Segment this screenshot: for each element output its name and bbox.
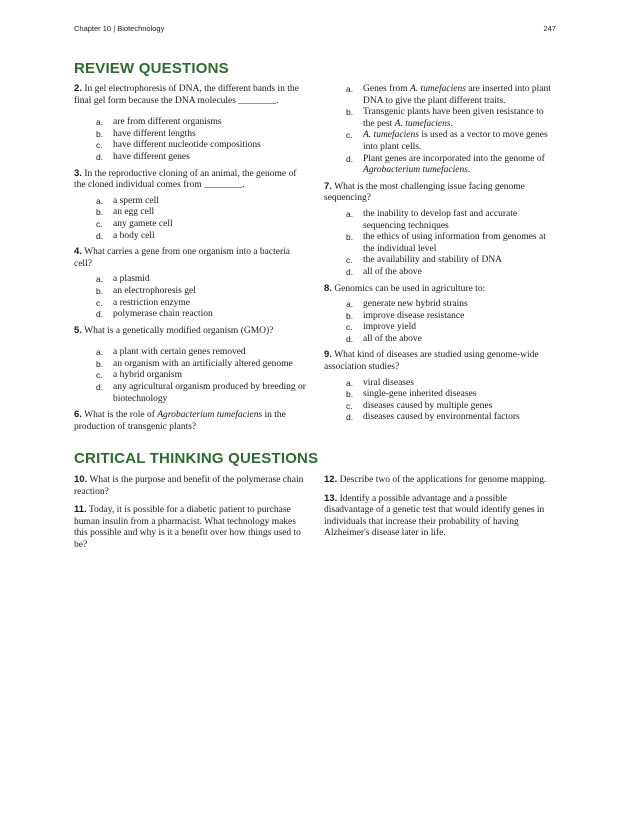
option: c. have different nucleotide compositions: [96, 140, 261, 151]
option: d. polymerase chain reaction: [96, 309, 213, 320]
option: a. the inability to develop fast and accurate sequencing techniques: [346, 208, 518, 231]
question-9: 9. What kind of diseases are studied using genome-wide association studies?: [324, 349, 539, 373]
question-7: 7. What is the most challenging issue facing genome sequencing?: [324, 180, 525, 204]
option: d. diseases caused by environmental factors: [346, 412, 520, 423]
review-left-column: [74, 83, 306, 437]
option: c. a restriction enzyme: [96, 297, 191, 308]
option: b. the ethics of using information from genomes at the individual level: [346, 232, 546, 254]
option: d. all of the above: [346, 333, 422, 344]
question-5: 5. What is a genetically modified organism (GMO)?: [74, 324, 274, 336]
option: c. improve yield: [346, 322, 417, 333]
option: c. the availability and stability of DNA: [346, 255, 503, 266]
option: c. A. tumefaciens is used as a vector to move genes into plant cells.: [346, 130, 548, 152]
option: d. any agricultural organism produced by breeding or biotechnology: [96, 382, 306, 404]
option: a. a plant with certain genes removed: [96, 347, 246, 358]
critical-thinking-heading: CRITICAL THINKING QUESTIONS: [74, 450, 319, 467]
question-9-options: [324, 378, 556, 424]
question-2: 2. In gel electrophoresis of DNA, the different bands in the final gel form because the DNA molecules ________.: [74, 83, 299, 106]
question-3: 3. In the reproductive cloning of an animal, the genome of the cloned individual comes from ________.: [74, 167, 297, 191]
option: b. have different lengths: [96, 128, 196, 139]
question-3-options: [74, 196, 306, 242]
question-4: 4. What carries a gene from one organism into a bacteria cell?: [74, 246, 290, 269]
option: b. single-gene inherited diseases: [346, 389, 477, 400]
option: a. are from different organisms: [96, 117, 222, 128]
option: b. improve disease resistance: [346, 310, 465, 321]
option: b. an organism with an artificially altered genome: [96, 358, 293, 369]
option: d. a body cell: [96, 230, 155, 241]
option: b. Transgenic plants have been given resistance to the pest A. tumefaciens.: [346, 107, 544, 129]
option: b. an electrophoresis gel: [96, 285, 196, 296]
option: d. have different genes: [96, 151, 190, 162]
option: d. all of the above: [346, 266, 422, 277]
question-4-options: [74, 274, 306, 320]
review-questions-heading: REVIEW QUESTIONS: [74, 60, 229, 77]
critical-right-column: [324, 474, 556, 546]
question-7-options: [324, 209, 556, 279]
question-8-options: [324, 299, 556, 345]
question-11: 11. Today, it is possible for a diabetic patient to purchase human insulin from a pharmacist. What technology makes this possible and why is it a benefit over how things used to be?: [74, 504, 301, 550]
option: d. Plant genes are incorporated into the genome of Agrobacterium tumefaciens.: [346, 153, 545, 176]
option: a. generate new hybrid strains: [346, 299, 468, 310]
option: c. diseases caused by multiple genes: [346, 400, 493, 411]
critical-left-column: [74, 474, 306, 558]
question-10: 10. What is the purpose and benefit of the polymerase chain reaction?: [74, 474, 304, 497]
question-2-options: [74, 117, 306, 163]
question-8: 8. Genomics can be used in agriculture to:: [324, 282, 486, 294]
option: a. viral diseases: [346, 377, 414, 388]
page-number: 247: [543, 24, 556, 33]
review-right-column: [324, 84, 556, 428]
question-6-options: [324, 84, 556, 177]
chapter-label: Chapter 10 | Biotechnology: [74, 24, 165, 33]
option: a. a plasmid: [96, 274, 150, 285]
question-13: 13. Identify a possible advantage and a possible disadvantage of a genetic test that would identify genes in individuals that increase their probability of having Alzheimer's disease later in life.: [324, 492, 545, 539]
question-6: 6. What is the role of Agrobacterium tumefaciens in the production of transgenic plants?: [74, 409, 286, 432]
question-5-options: [74, 347, 306, 405]
option: b. an egg cell: [96, 207, 155, 218]
option: a. Genes from A. tumefaciens are inserted into plant DNA to give the plant different traits.: [346, 84, 551, 106]
option: c. any gamete cell: [96, 218, 173, 229]
option: c. a hybrid organism: [96, 370, 182, 381]
question-12: 12. Describe two of the applications for genome mapping.: [324, 474, 547, 485]
option: a. a sperm cell: [96, 195, 159, 206]
